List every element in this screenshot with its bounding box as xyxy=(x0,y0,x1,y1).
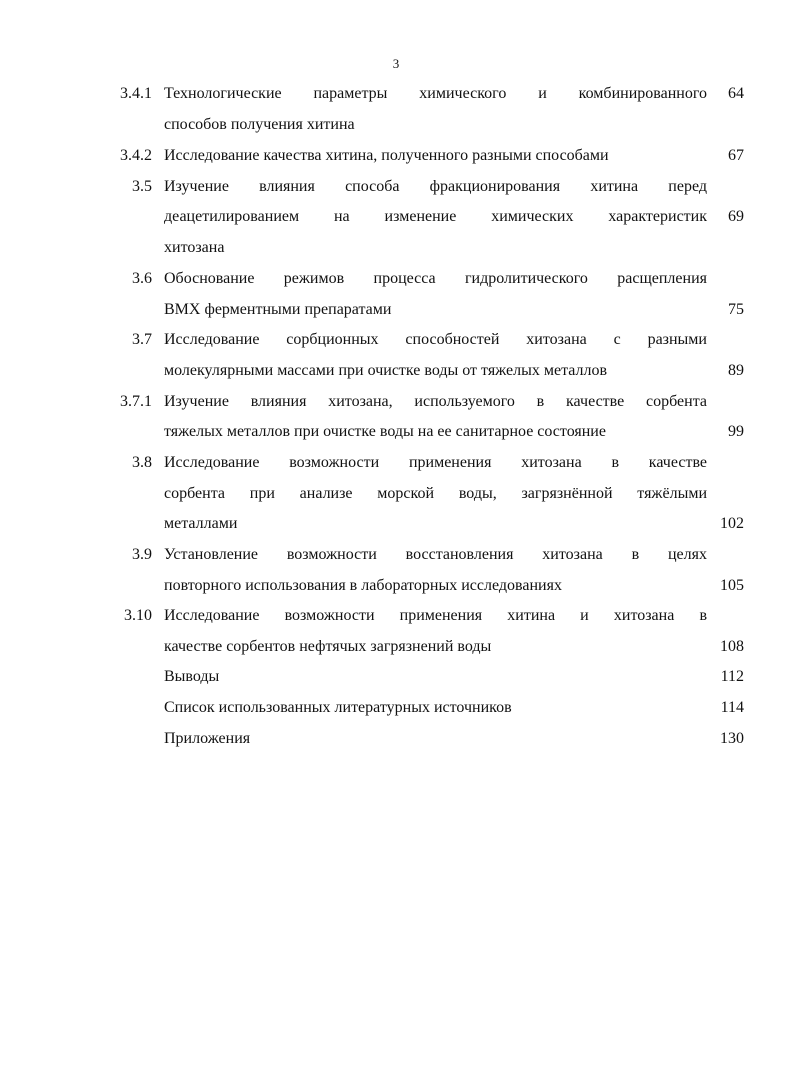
toc-entry-page: 130 xyxy=(720,730,744,747)
toc-entry-number: 3.4.2 xyxy=(120,147,152,164)
toc-entry-title-line: Изучение влияния способа фракционирования хитина перед xyxy=(164,178,707,195)
toc-entry-title-line: тяжелых металлов при очистке воды на ее санитарное состояние xyxy=(164,423,606,440)
toc-entry-page: 67 xyxy=(728,147,744,164)
toc-entry-title-line: способов получения хитина xyxy=(164,116,355,133)
toc-entry-title-line: металлами xyxy=(164,515,238,532)
toc-entry-title-line: качестве сорбентов нефтячых загрязнений воды xyxy=(164,638,492,655)
toc-entry-title-line: хитозана xyxy=(164,239,225,256)
toc-entry-page: 75 xyxy=(728,301,744,318)
toc-entry-title-line: Список использованных литературных источников xyxy=(164,699,512,716)
toc-entry-title-line: Исследование возможности применения хитозана в качестве xyxy=(164,454,707,471)
toc-entry-number: 3.7 xyxy=(132,331,152,348)
toc-entry-title-line: молекулярными массами при очистке воды от тяжелых металлов xyxy=(164,362,608,379)
toc-entry-page: 114 xyxy=(720,699,744,716)
toc-entry-number: 3.5 xyxy=(132,178,152,195)
page-number: 3 xyxy=(392,56,400,71)
toc-entry-page: 108 xyxy=(720,638,744,655)
toc-entry-title-line: Технологические параметры химического и комбинированного xyxy=(164,85,707,102)
toc-entry-title-line: Обоснование режимов процесса гидролитического расщепления xyxy=(164,270,707,287)
toc-entry-title-line: Выводы xyxy=(164,668,220,685)
toc-entry-title-line: Изучение влияния хитозана, используемого в качестве сорбента xyxy=(164,393,707,410)
toc-entry-page: 105 xyxy=(720,577,744,594)
toc-entry-number: 3.9 xyxy=(132,546,152,563)
toc-entry-title-line: деацетилированием на изменение химических характеристик xyxy=(164,208,707,225)
toc-entry-page: 112 xyxy=(720,668,744,685)
toc-entry-page: 64 xyxy=(728,85,744,102)
toc-entry-page: 99 xyxy=(728,423,744,440)
toc-entry-number: 3.6 xyxy=(132,270,152,287)
toc-entry-title-line: повторного использования в лабораторных исследованиях xyxy=(164,577,562,594)
toc-entry-page: 89 xyxy=(728,362,744,379)
toc-entry-title-line: ВМХ ферментными препаратами xyxy=(164,301,392,318)
toc-entry-number: 3.7.1 xyxy=(120,393,152,410)
toc-entry-title-line: Приложения xyxy=(164,730,251,747)
toc-entry-title-line: Установление возможности восстановления хитозана в целях xyxy=(164,546,707,563)
toc-entry-title-line: Исследование качества хитина, полученного разными способами xyxy=(164,147,609,164)
toc-entry-number: 3.4.1 xyxy=(120,85,152,102)
toc-entry-title-line: Исследование сорбционных способностей хитозана с разными xyxy=(164,331,707,348)
toc-entry-title-line: сорбента при анализе морской воды, загрязнённой тяжёлыми xyxy=(164,485,707,502)
toc-entry-number: 3.10 xyxy=(124,607,152,624)
toc-entry-title-line: Исследование возможности применения хитина и хитозана в xyxy=(164,607,707,624)
toc-entry-page: 102 xyxy=(720,515,744,532)
toc-entry-number: 3.8 xyxy=(132,454,152,471)
toc-entry-page: 69 xyxy=(728,208,744,225)
